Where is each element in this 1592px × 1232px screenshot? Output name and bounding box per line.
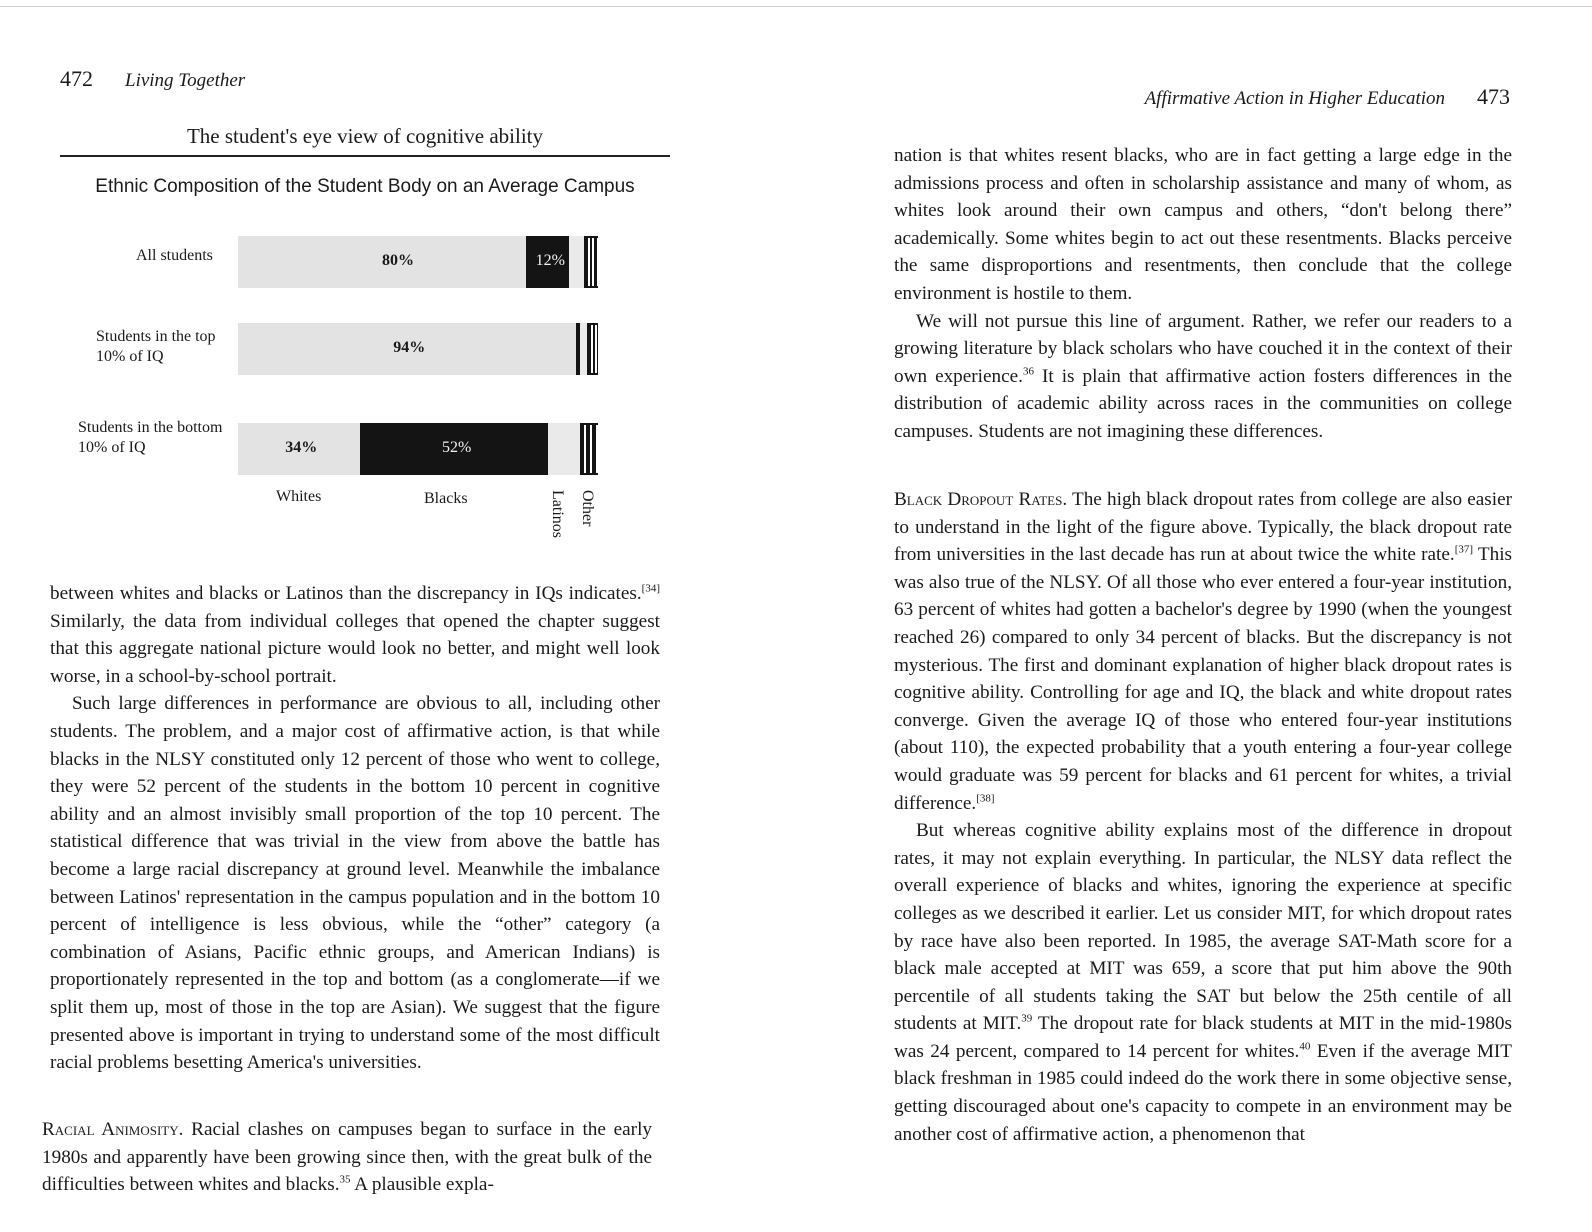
right-running-head: Affirmative Action in Higher Education <box>1144 88 1445 109</box>
left-paragraph-3: Racial Animosity. Racial clashes on campuses began to surface in the early 1980s and apparently have been growing since then, with the great bulk of the difficulties between whites and blacks.$^{35}$ A plausible expla- <box>42 1119 652 1196</box>
bar-latinos <box>569 236 583 288</box>
bar-other <box>584 236 598 288</box>
data-label-blacks: 12% <box>535 252 565 269</box>
left-page-header <box>60 66 245 92</box>
bar-stripe <box>597 238 599 286</box>
bar-stripe <box>588 238 590 286</box>
bar-stripe <box>592 238 594 286</box>
figure-subtitle: Ethnic Composition of the Student Body on an Average Campus <box>95 176 635 197</box>
bar-stripe <box>596 425 598 473</box>
data-label-whites: 94% <box>393 339 426 356</box>
chart-row-label: All students <box>136 247 213 264</box>
left-body-text <box>50 580 660 1077</box>
left-paragraph-2: Such large differences in performance are obvious to all, including other students. The problem, and a major cost of affirmative action, is that while blacks in the NLSY constituted only 12 percent of those who went to college, they were 52 percent of the students in the bottom 10 percent in cognitive ability and an almost invisibly small proportion of the top 10 percent. The statistical difference that was trivial in the view from above the battle has become a large racial discrepancy at ground level. Meanwhile the imbalance between Latinos' representation in the campus population and in the bottom 10 percent of intelligence is less obvious, while the “other” category (a combination of Asians, Pacific ethnic groups, and American Indians) is proportionately represented in the top and bottom (as a conglomerate—if we split them up, most of those in the top are Asian). We suggest that the figure presented above is important in trying to understand some of the most difficult racial problems besetting America's universities. <box>50 693 660 1074</box>
right-section-black-dropout <box>894 486 1512 1148</box>
right-paragraph-1: nation is that whites resent blacks, who are in fact getting a large edge in the admissions process and often in scholarship assistance and many of whom, as whites look around their own campus and others, “don't belong there” academically. Some whites begin to act out these resentments. Blacks perceive the same disproportions and resentments, then conclude that the college environment is hostile to them. <box>894 145 1512 304</box>
figure-rule <box>60 155 670 157</box>
data-label-blacks: 52% <box>442 439 472 456</box>
right-paragraph-3: Black Dropout Rates. The high black dropout rates from college are also easier to understand in the light of the figure above. Typically, the black dropout rate from universities in the last decade has run at about twice the white rate.[37] This was also true of the NLSY. Of all those who ever entered a four-year institution, 63 percent of whites had gotten a bachelor's degree by 1990 (when the youngest reached 26) compared to only 34 percent of blacks. But the discrepancy is not mysterious. The first and dominant explanation of higher black dropout rates is cognitive ability. Controlling for age and IQ, the black and white dropout rates converge. Given the average IQ of those who entered four-year institutions (about 110), the expected probability that a youth entering a four-year college would graduate was 59 percent for blacks and 61 percent for whites, a trivial difference.[38] <box>894 489 1513 814</box>
data-label-whites: 80% <box>382 252 414 269</box>
bar-latinos <box>548 423 580 475</box>
legend-whites: Whites <box>276 488 322 505</box>
left-running-head: Living Together <box>125 70 246 91</box>
section-heading-racial-animosity: Racial Animosity. <box>42 1119 184 1140</box>
left-section-racial-animosity <box>42 1116 652 1199</box>
right-page-header <box>1145 84 1510 110</box>
chart-row-label: Students in the bottom 10% of IQ <box>78 419 223 456</box>
legend-other: Other <box>579 490 596 527</box>
bar-stripe <box>591 325 593 373</box>
right-page-number: 473 <box>1477 84 1510 109</box>
figure-title: The student's eye view of cognitive ability <box>186 124 544 148</box>
bar-stripe <box>590 425 592 473</box>
right-page <box>880 0 1560 1232</box>
legend-latinos: Latinos <box>549 490 566 538</box>
data-label-whites: 34% <box>285 439 318 456</box>
right-paragraph-2: We will not pursue this line of argument. Rather, we refer our readers to a growing literature by black scholars who have couched it in the context of their own experience.$^{36}$ It is plain that affirmative action fosters differences in the distribution of academic ability across races in the communities on college campuses. Students are not imagining these differences. <box>894 310 1512 442</box>
section-heading-black-dropout: Black Dropout Rates. <box>894 489 1068 510</box>
legend-blacks: Blacks <box>424 490 468 507</box>
left-page-number: 472 <box>60 66 93 91</box>
chart-row-label: Students in the top 10% of IQ <box>96 328 216 365</box>
left-page <box>0 0 700 1232</box>
left-paragraph-1: between whites and blacks or Latinos than the discrepancy in IQs indicates.[34] Similarly, the data from individual colleges that opened the chapter suggest that this aggregate national picture would look no better, and might well look worse, in a school-by-school portrait. <box>50 582 660 687</box>
bar-latinos <box>580 323 587 375</box>
right-body-text <box>894 142 1512 446</box>
bar-stripe <box>595 325 597 373</box>
right-paragraph-4: But whereas cognitive ability explains most of the difference in dropout rates, it may not explain everything. In particular, the NLSY data reflect the overall experience of blacks and whites, ignoring the experience at specific colleges as we described it earlier. Let us consider MIT, for which dropout rates by race have also been reported. In 1985, the average SAT-Math score for a black male accepted at MIT was 659, a score that put him above the 90th percentile of all students taking the SAT but below the 25th centile of all students at MIT.$^{39}$ The dropout rate for black students at MIT in the mid-1980s was 24 percent, compared to 14 percent for whites.$^{40}$ Even if the average MIT black freshman in 1985 could indeed do the work there in some objective sense, getting discouraged about one's capacity to compete in an environment may be another cost of affirmative action, a phenomenon that <box>894 820 1513 1145</box>
bar-stripe <box>598 325 600 373</box>
bar-stripe <box>584 425 586 473</box>
